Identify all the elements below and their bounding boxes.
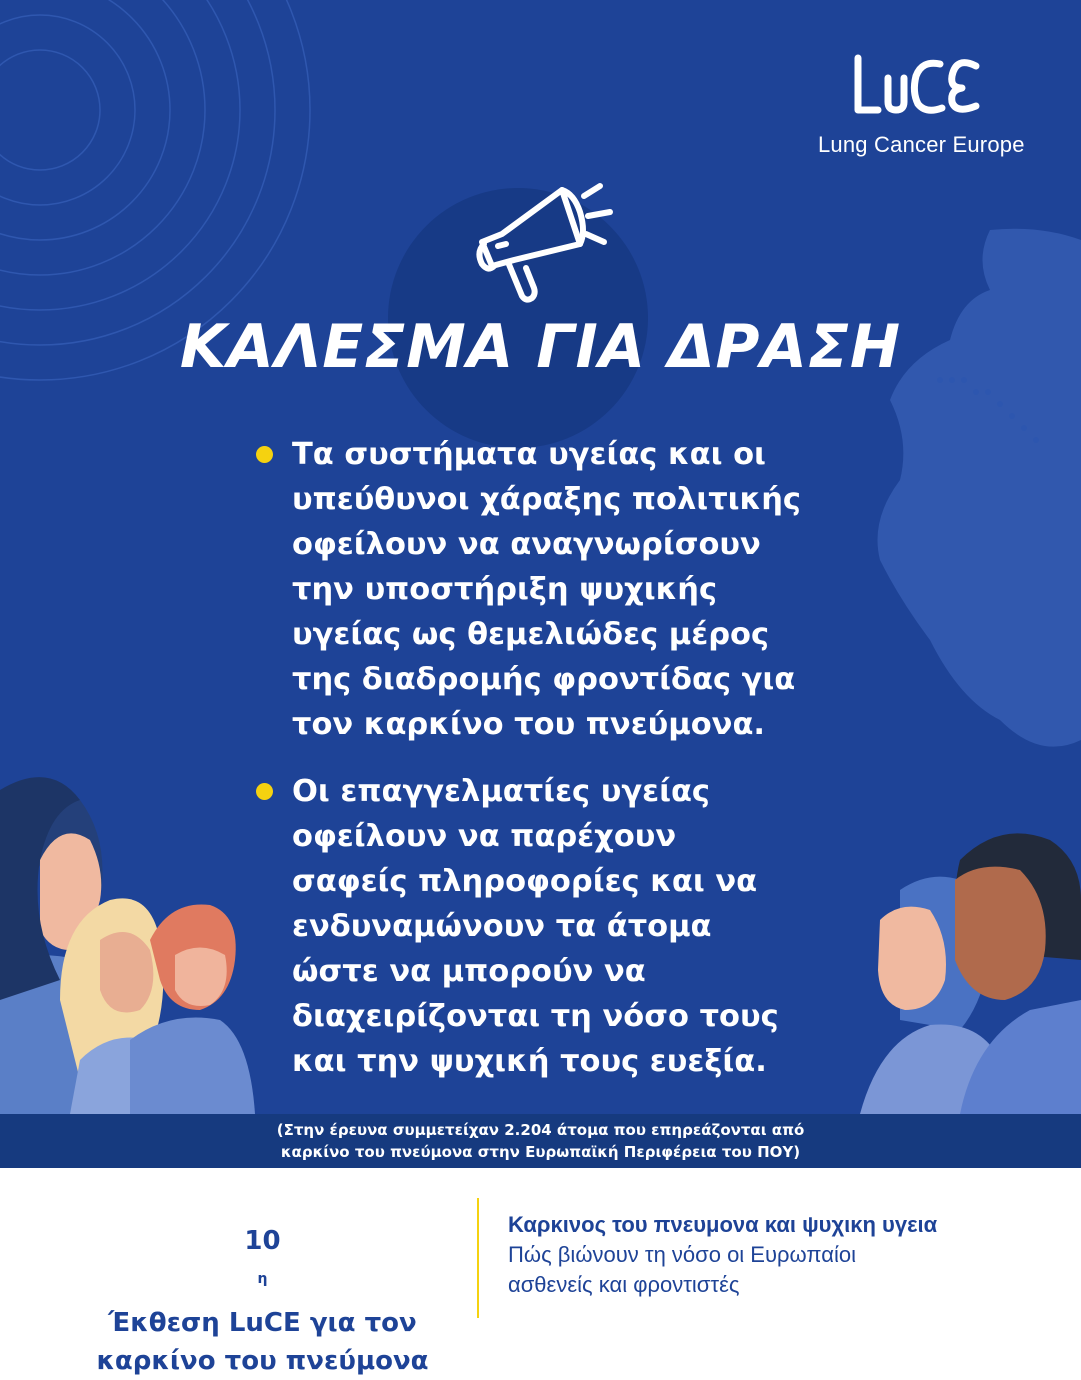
report-subtitle-line: ασθενείς και φροντιστές — [508, 1270, 1068, 1300]
bullet-line: ώστε να μπορούν να — [292, 949, 852, 994]
left-people-illustration — [0, 777, 255, 1114]
report-title-line: καρκίνο του πνεύμονα — [60, 1342, 465, 1380]
bullet-line: οφείλουν να αναγνωρίσουν — [292, 522, 852, 567]
bullet-line: της διαδρομής φροντίδας για — [292, 657, 852, 702]
survey-note-line: καρκίνο του πνεύμονα στην Ευρωπαϊκή Περιφέρεια του ΠΟΥ) — [0, 1141, 1081, 1163]
report-number: 10 — [60, 1222, 465, 1260]
report-number-suffix: η — [258, 1271, 268, 1287]
bullet-line: υγείας ως θεμελιώδες μέρος — [292, 612, 852, 657]
bullet-line: τον καρκίνο του πνεύμονα. — [292, 702, 852, 747]
bullet-line: και την ψυχική τους ευεξία. — [292, 1039, 852, 1084]
report-subtitle-line: Πώς βιώνουν τη νόσο οι Ευρωπαίοι — [508, 1240, 1068, 1270]
bullet-line: Τα συστήματα υγείας και οι — [292, 432, 852, 477]
bullet-line: υπεύθυνοι χάραξης πολιτικής — [292, 477, 852, 522]
survey-note-line: (Στην έρευνα συμμετείχαν 2.204 άτομα που επηρεάζονται από — [0, 1119, 1081, 1141]
report-title-text: Έκθεση LuCE για τον — [60, 1304, 465, 1342]
report-title — [60, 1222, 465, 1380]
bullet-line: την υποστήριξη ψυχικής — [292, 567, 852, 612]
page-title: ΚΑΛΕΣΜΑ ΓΙΑ ΔΡΑΣΗ — [0, 312, 1081, 382]
right-people-illustration — [860, 833, 1081, 1114]
survey-note — [0, 1114, 1081, 1168]
report-subtitle-title: Καρκινος του πνευμονα και ψυχικη υγεια — [508, 1210, 1068, 1240]
report-title-line — [60, 1222, 465, 1342]
bullet-line: διαχειρίζονται τη νόσο τους — [292, 994, 852, 1039]
bullet-line: σαφείς πληροφορίες και να — [292, 859, 852, 904]
bullet-line: Οι επαγγελματίες υγείας — [292, 769, 852, 814]
luce-logo-text: Lung Cancer Europe — [818, 132, 1025, 158]
footer-divider — [477, 1198, 479, 1318]
bullet-line: ενδυναμώνουν τα άτομα — [292, 904, 852, 949]
report-subtitle — [508, 1210, 1068, 1300]
bullet-line: οφείλουν να παρέχουν — [292, 814, 852, 859]
